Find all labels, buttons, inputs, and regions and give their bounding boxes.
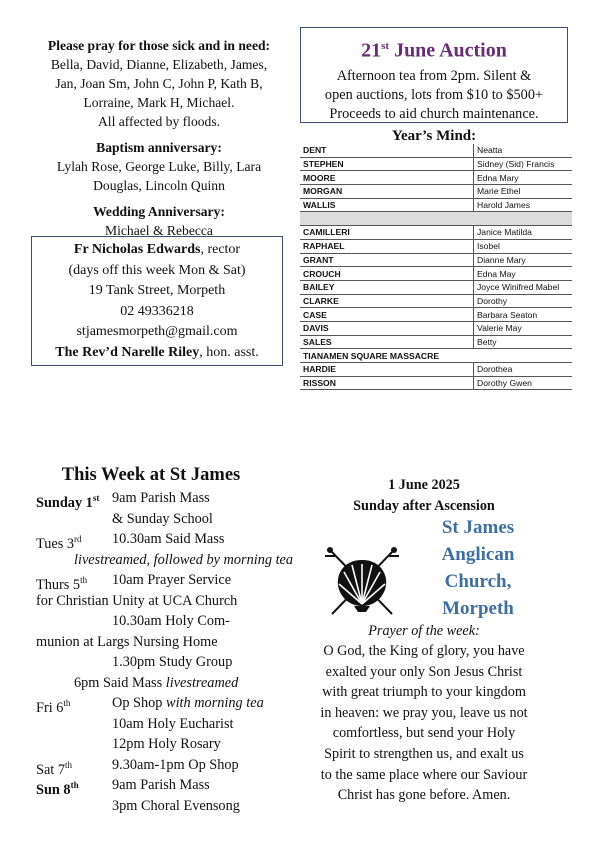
rector-contact-box	[31, 236, 283, 366]
years-mind-given-names: Edna May	[474, 267, 573, 281]
years-mind-given-names: Marie Ethel	[474, 185, 573, 199]
schedule-event: 10.30am Said Mass	[112, 531, 225, 547]
bulletin-occasion: Sunday after Ascension	[353, 498, 495, 514]
years-mind-row	[300, 294, 572, 308]
schedule-event: 12pm Holy Rosary	[112, 736, 221, 752]
years-mind-surname: BAILEY	[300, 280, 474, 294]
years-mind-surname: RAPHAEL	[300, 239, 474, 253]
years-mind-row	[300, 308, 572, 322]
auction-line: Afternoon tea from 2pm. Silent &	[336, 67, 532, 84]
schedule-event: 3pm Choral Evensong	[112, 797, 240, 814]
years-mind-row	[300, 376, 572, 390]
this-week-schedule	[36, 488, 298, 816]
years-mind-surname: CLARKE	[300, 294, 474, 308]
schedule-event-cont: for Christian Unity at UCA Church	[36, 592, 238, 609]
years-mind-surname	[300, 212, 474, 226]
auction-box	[300, 27, 568, 123]
years-mind-title: Year’s Mind:	[391, 128, 477, 144]
years-mind-given-names: Isobel	[474, 239, 573, 253]
schedule-day: Sunday 1st	[36, 493, 100, 511]
schedule-event: 1.30pm Study Group	[112, 654, 233, 670]
years-mind-given-names: Dorothy	[474, 294, 573, 308]
prayer-name-line: Jan, Joan Sm, John C, John P, Kath B,	[55, 76, 263, 91]
years-mind-row	[300, 198, 572, 212]
years-mind-row	[300, 239, 572, 253]
baptism-line: Lylah Rose, George Luke, Billy, Lara	[56, 159, 262, 174]
years-mind-row	[300, 212, 572, 226]
years-mind-surname: DAVIS	[300, 321, 474, 335]
schedule-day: Thurs 5th	[36, 575, 88, 593]
years-mind-given-names: Janice Matilda	[474, 226, 573, 240]
wedding-heading: Wedding Anniversary:	[93, 204, 225, 219]
rector-role: , rector	[200, 242, 241, 257]
rector-days-off: (days off this week Mon & Sat)	[68, 262, 246, 278]
years-mind-given-names: Barbara Seaton	[474, 308, 573, 322]
years-mind-table	[300, 144, 572, 390]
schedule-day: Sun 8th	[36, 780, 79, 798]
schedule-event: Op Shop with morning tea	[112, 695, 264, 711]
years-mind-surname: SALES	[300, 335, 474, 349]
years-mind-surname: RISSON	[300, 376, 474, 390]
baptism-line: Douglas, Lincoln Quinn	[93, 178, 225, 193]
years-mind-surname: MORGAN	[300, 185, 474, 199]
this-week-title: This Week at St James	[61, 465, 241, 485]
years-mind-surname: DENT	[300, 144, 474, 157]
years-mind-row	[300, 335, 572, 349]
years-mind-row	[300, 171, 572, 185]
years-mind-row	[300, 253, 572, 267]
auction-title: 21st June Auction	[361, 39, 507, 62]
years-mind-given-names: Dianne Mary	[474, 253, 573, 267]
years-mind-given-names: Harold James	[474, 198, 573, 212]
schedule-event: 10am Holy Eucharist	[112, 715, 234, 732]
years-mind-row	[300, 349, 572, 363]
years-mind-row	[300, 280, 572, 294]
years-mind-given-names: Edna Mary	[474, 171, 573, 185]
years-mind-row	[300, 267, 572, 281]
assistant-name: The Rev’d Narelle Riley	[55, 344, 200, 360]
prayer-of-week-heading: Prayer of the week:	[368, 623, 480, 639]
schedule-event: 6pm Said Mass livestreamed	[74, 674, 239, 691]
schedule-event: & Sunday School	[112, 510, 213, 527]
assistant-role: , hon. asst.	[199, 344, 259, 360]
schedule-event-cont: munion at Largs Nursing Home	[36, 633, 218, 650]
years-mind-given-names	[474, 349, 573, 363]
years-mind-given-names: Dorothy Gwen	[474, 376, 573, 390]
prayer-of-week-text: O God, the King of glory, you have exalted your only Son Jesus Christ with great triumph to your kingdom in heaven: we pray you, leave us not comfortless, but send your Holy Spirit to strengthen us, and exalt us to the same place where our Saviour Christ has gone before. Amen.	[320, 643, 528, 804]
years-mind-row	[300, 321, 572, 335]
schedule-day: Tues 3rd	[36, 534, 82, 552]
scallop-shell-staves-icon	[322, 540, 402, 618]
church-name: St James Anglican Church, Morpeth	[441, 517, 515, 619]
prayer-heading: Please pray for those sick and in need:	[47, 38, 271, 53]
schedule-event: 9am Parish Mass	[112, 777, 210, 793]
prayer-name-line: All affected by floods.	[97, 114, 221, 129]
years-mind-surname: CASE	[300, 308, 474, 322]
rector-name: Fr Nicholas Edwards	[73, 242, 201, 257]
schedule-note: livestreamed, followed by morning tea	[74, 551, 294, 568]
bulletin-date: 1 June 2025	[388, 477, 460, 493]
schedule-event: 10.30am Holy Com-	[112, 613, 230, 629]
rector-email[interactable]: stjamesmorpeth@gmail.com	[76, 324, 238, 340]
years-mind-surname: TIANAMEN SQUARE MASSACRE	[300, 349, 474, 363]
years-mind-row	[300, 363, 572, 377]
prayer-name-line: Bella, David, Dianne, Elizabeth, James,	[50, 57, 268, 72]
years-mind-row	[300, 144, 572, 157]
years-mind-given-names: Valerie May	[474, 321, 573, 335]
auction-line: Proceeds to aid church maintenance.	[329, 105, 539, 122]
years-mind-given-names: Betty	[474, 335, 573, 349]
schedule-day: Sat 7th	[36, 759, 73, 778]
auction-line: open auctions, lots from $10 to $500+	[324, 86, 544, 103]
years-mind-row	[300, 185, 572, 199]
years-mind-row	[300, 157, 572, 171]
prayer-name-line: Lorraine, Mark H, Michael.	[83, 95, 235, 110]
bulletin-date-block	[300, 475, 548, 517]
wedding-line: Michael & Rebecca	[105, 223, 213, 238]
years-mind-surname: GRANT	[300, 253, 474, 267]
years-mind-surname: CAMILLERI	[300, 226, 474, 240]
years-mind-given-names: Sidney (Sid) Francis	[474, 157, 573, 171]
rector-address: 19 Tank Street, Morpeth	[88, 283, 226, 299]
prayer-list	[28, 36, 290, 240]
years-mind-surname: MOORE	[300, 171, 474, 185]
years-mind-given-names: Dorothea	[474, 363, 573, 377]
years-mind-given-names: Neatta	[474, 144, 573, 157]
years-mind-row	[300, 226, 572, 240]
years-mind-given-names: Joyce Winifred Mabel	[474, 280, 573, 294]
baptism-heading: Baptism anniversary:	[96, 140, 222, 155]
schedule-event: 10am Prayer Service	[112, 572, 232, 588]
schedule-day: Fri 6th	[36, 698, 71, 716]
years-mind-surname: STEPHEN	[300, 157, 474, 171]
schedule-event: 9am Parish Mass	[112, 490, 210, 506]
years-mind-surname: CROUCH	[300, 267, 474, 281]
schedule-event: 9.30am-1pm Op Shop	[112, 756, 239, 773]
years-mind-given-names	[474, 212, 573, 226]
years-mind-surname: HARDIE	[300, 363, 474, 377]
years-mind-surname: WALLIS	[300, 198, 474, 212]
rector-phone: 02 49336218	[120, 303, 194, 319]
